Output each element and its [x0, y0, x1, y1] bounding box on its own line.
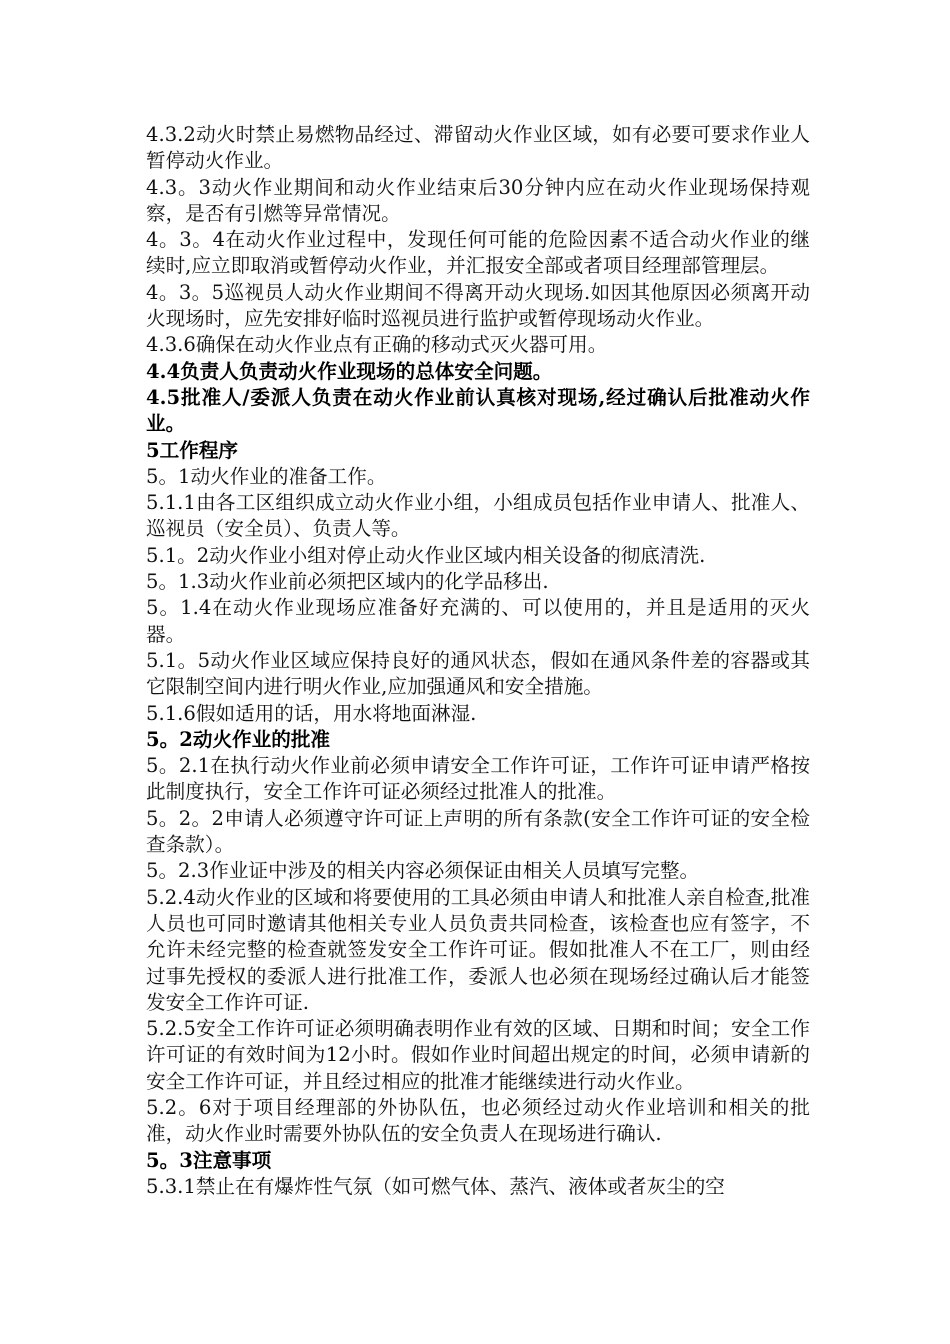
paragraph-5-2-1: 5。2.1在执行动火作业前必须申请安全工作许可证，工作许可证申请严格按此制度执行，安全工作许可证必须经过批准人的批准。: [146, 754, 810, 804]
paragraph-4-3-5: 4。3。5巡视员人动火作业期间不得离开动火现场.如因其他原因必须离开动火现场时，应先安排好临时巡视员进行监护或暂停现场动火作业。: [146, 280, 810, 331]
paragraph-5-1-3: 5。1.3动火作业前必须把区域内的化学品移出.: [146, 570, 549, 594]
paragraph-5-1-6: 5.1.6假如适用的话，用水将地面淋湿.: [146, 701, 477, 725]
paragraph-4-3-4: 4。3。4在动火作业过程中，发现任何可能的危险因素不适合动火作业的继续时,应立即取消或暂停动火作业，并汇报安全部或者项目经理部管理层。: [146, 228, 810, 278]
paragraph-5-3-1: 5.3.1禁止在有爆炸性气氛（如可燃气体、蒸汽、液体或者灰尘的空: [146, 1174, 725, 1198]
paragraph-5-2-3: 5。2.3作业证中涉及的相关内容必须保证由相关人员填写完整。: [146, 859, 700, 883]
paragraph-5-1: 5。1动火作业的准备工作。: [146, 464, 387, 488]
paragraph-4-3-6: 4.3.6确保在动火作业点有正确的移动式灭火器可用。: [146, 333, 608, 357]
heading-4-4: 4.4负责人负责动火作业现场的总体安全问题。: [146, 359, 553, 383]
paragraph-5-1-4: 5。1.4在动火作业现场应准备好充满的、可以使用的，并且是适用的灭火器。: [146, 596, 810, 646]
paragraph-5-2-5: 5.2.5安全工作许可证必须明确表明作业有效的区域、日期和时间；安全工作许可证的有效时间为12小时。假如作业时间超出规定的时间，必须申请新的安全工作许可证，并且经过相应的批准才能继续进行动火作业。: [146, 1017, 810, 1093]
paragraph-5-1-2: 5.1。2动火作业小组对停止动火作业区域内相关设备的彻底清洗.: [146, 543, 706, 567]
heading-5-3: 5。3注意事项: [146, 1148, 272, 1172]
paragraph-5-2-4: 5.2.4动火作业的区域和将要使用的工具必须由申请人和批准人亲自检查,批准人员也可同时邀请其他相关专业人员负责共同检查，该检查也应有签字，不允许未经完整的检查就签发安全工作许可证。假如批准人不在工厂，则由经过事先授权的委派人进行批准工作，委派人也必须在现场经过确认后才能签发安全工作许可证.: [146, 885, 810, 1014]
paragraph-5-1-5: 5.1。5动火作业区域应保持良好的通风状态，假如在通风条件差的容器或其它限制空间内进行明火作业,应加强通风和安全措施。: [146, 648, 810, 699]
heading-5-2: 5。2动火作业的批准: [146, 727, 331, 751]
paragraph-4-3-3: 4.3。3动火作业期间和动火作业结束后30分钟内应在动火作业现场保持观察，是否有引燃等异常情况。: [146, 175, 810, 225]
paragraph-5-2-2: 5。2。2申请人必须遵守许可证上声明的所有条款(安全工作许可证的安全检查条款）。: [146, 806, 810, 857]
paragraph-4-3-2: 4.3.2动火时禁止易燃物品经过、滞留动火作业区域，如有必要可要求作业人暂停动火作业。: [146, 123, 810, 173]
paragraph-5-1-1: 5.1.1由各工区组织成立动火作业小组，小组成员包括作业申请人、批准人、巡视员（安全员）、负责人等。: [146, 491, 810, 541]
document-body: [146, 122, 810, 1200]
heading-4-5: 4.5批准人/委派人负责在动火作业前认真核对现场,经过确认后批准动火作业。: [146, 385, 810, 436]
paragraph-5-2-6: 5.2。6对于项目经理部的外协队伍，也必须经过动火作业培训和相关的批准，动火作业时需要外协队伍的安全负责人在现场进行确认.: [146, 1095, 810, 1146]
section-heading-5: 5工作程序: [146, 438, 239, 462]
